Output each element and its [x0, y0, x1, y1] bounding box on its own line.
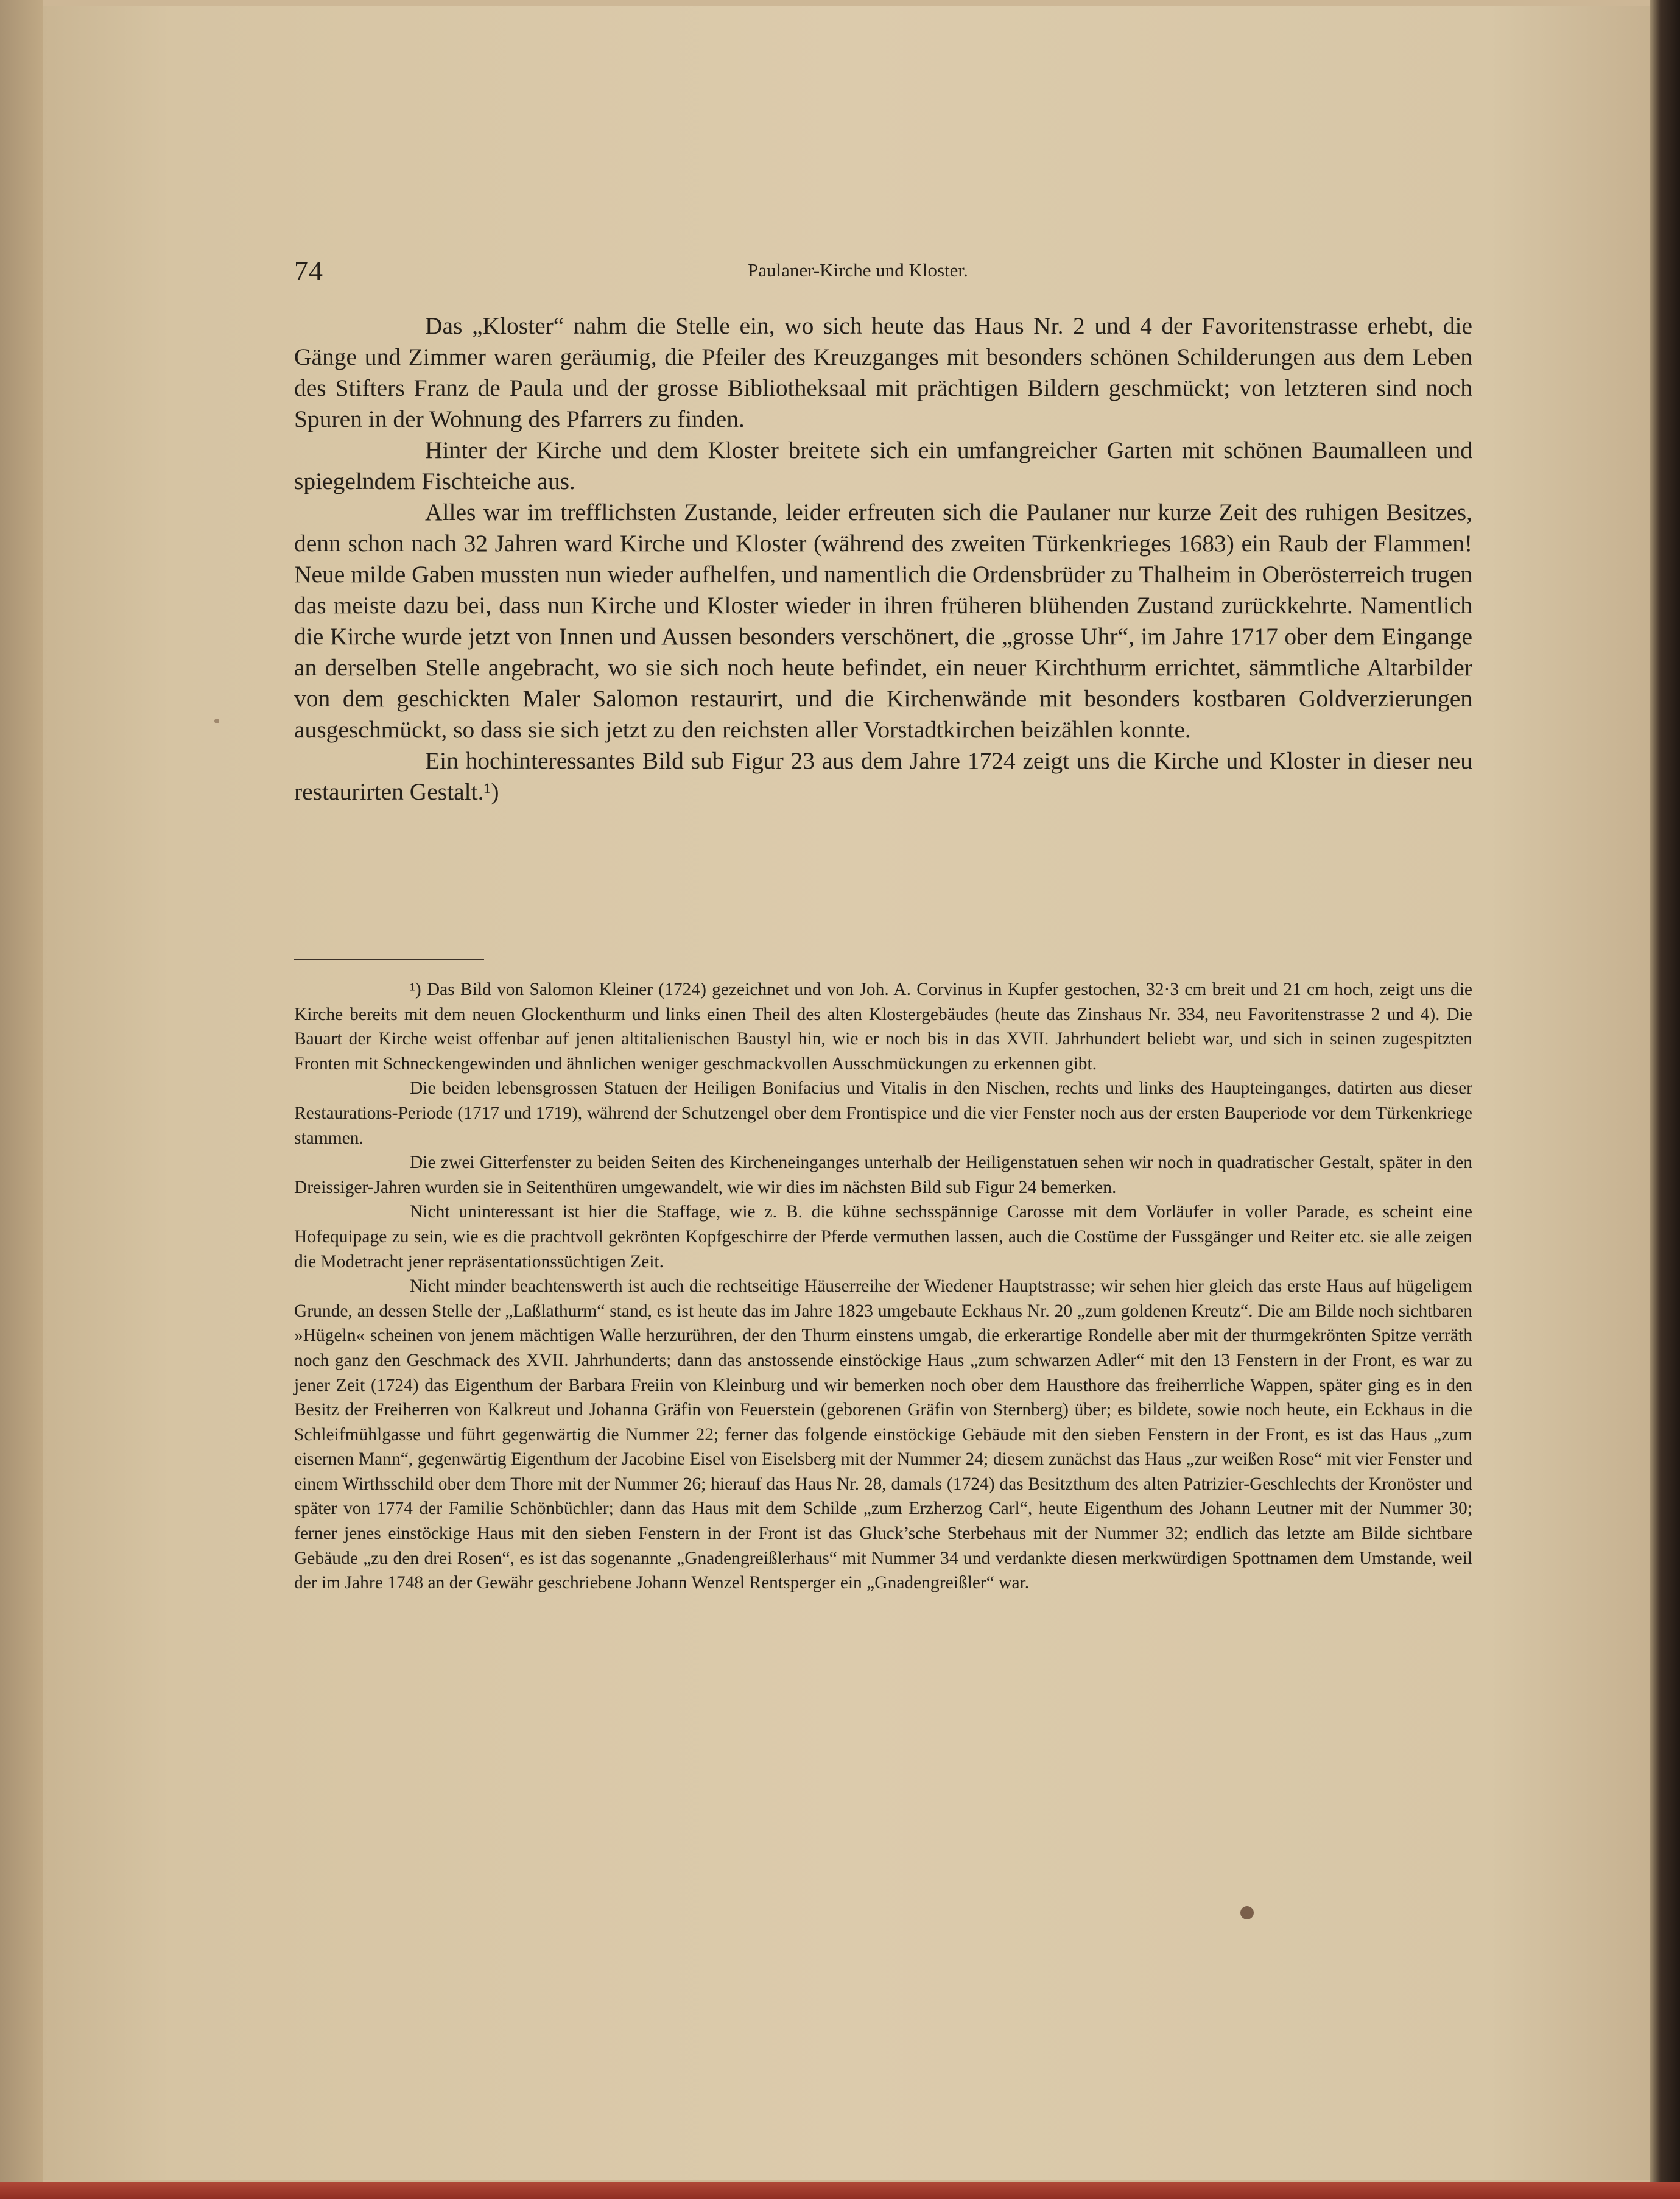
paragraph: Alles war im trefflichsten Zustande, leider erfreuten sich die Paulaner nur kurze Zeit des ruhigen Besitzes, denn schon nach 32 Jahren ward Kirche und Kloster (während des zweiten Türkenkrieges 1683) ein Raub der Flammen! Neue milde Gaben mussten nun wieder aufhelfen, und namentlich die Ordensbrüder zu Thalheim in Oberösterreich trugen das meiste dazu bei, dass nun Kirche und Kloster wieder in ihren früheren blühenden Zustand zurückkehrte. Namentlich die Kirche wurde jetzt von Innen und Aussen besonders verschönert, die „grosse Uhr“, im Jahre 1717 ober dem Eingange an derselben Stelle angebracht, wo sie sich noch heute befindet, ein neuer Kirchthurm errichtet, sämmtliche Altarbilder von dem geschickten Maler Salomon restaurirt, und die Kirchenwände mit besonders kostbaren Goldverzierungen ausgeschmückt, so dass sie sich jetzt zu den reichsten aller Vorstadtkirchen beizählen konnte. [294, 499, 1472, 743]
running-title: Paulaner-Kirche und Kloster. [748, 259, 968, 281]
footnote-paragraph: ¹) Das Bild von Salomon Kleiner (1724) gezeichnet und von Joh. A. Corvinus in Kupfer gestochen, 32·3 cm breit und 21 cm hoch, zeigt uns die Kirche bereits mit dem neuen Glockenthurm und links einen Theil des alten Klostergebäudes (heute das Zinshaus Nr. 334, neu Favoritenstrasse 2 und 4). Die Bauart der Kirche weist offenbar auf jenen altitalienischen Baustyl hin, wie er noch bis in das XVII. Jahrhundert beliebt war, und sich in seinen zugespitzten Fronten mit Schneckengewinden und ähnlichen weniger geschmackvollen Ausschmückungen zu erkennen gibt. [294, 980, 1472, 1074]
footnote-paragraph: Nicht uninteressant ist hier die Staffage, wie z. B. die kühne sechsspännige Carosse mit dem Vorläufer in voller Parade, es scheint eine Hofequipage zu sein, wie es die prachtvoll gekrönten Kopfgeschirre der Pferde vermuthen lassen, auch die Costüme der Fussgänger und Reiter etc. sie alle zeigen die Modetracht jener repräsentationssüchtigen Zeit. [294, 1202, 1472, 1272]
ink-spot [1240, 1906, 1254, 1919]
page-header [294, 255, 1481, 291]
paragraph: Ein hochinteressantes Bild sub Figur 23 aus dem Jahre 1724 zeigt uns die Kirche und Kloster in dieser neu restaurirten Gestalt.¹) [294, 747, 1472, 805]
main-text [294, 311, 1472, 807]
paragraph: Das „Kloster“ nahm die Stelle ein, wo sich heute das Haus Nr. 2 und 4 der Favoritenstrasse erhebt, die Gänge und Zimmer waren geräumig, die Pfeiler des Kreuzganges mit besonders schönen Schilderungen aus dem Leben des Stifters Franz de Paula und der grosse Bibliotheksaal mit prächtigen Bildern geschmückt; von letzteren sind noch Spuren in der Wohnung des Pfarrers zu finden. [294, 312, 1472, 432]
page-number: 74 [294, 255, 323, 286]
footnote-paragraph: Nicht minder beachtenswerth ist auch die rechtseitige Häuserreihe der Wiedener Hauptstrasse; wir sehen hier gleich das erste Haus auf hügeligem Grunde, an dessen Stelle der „Laßlathurm“ stand, es ist heute das im Jahre 1823 umgebaute Eckhaus Nr. 20 „zum goldenen Kreutz“. Die am Bilde noch sichtbaren »Hügeln« scheinen von jenem mächtigen Walle herzurühren, der den Thurm einstens umgab, die erkerartige Rondelle aber mit der thurmgekrönten Spitze verräth noch ganz den Geschmack des XVII. Jahrhunderts; dann das anstossende einstöckige Haus „zum schwarzen Adler“ mit den 13 Fenstern in der Front, es war zu jener Zeit (1724) das Eigenthum der Barbara Freiin von Kleinburg und wir bemerken noch ober dem Hausthore das freiherrliche Wappen, später ging es in den Besitz der Freiherren von Kalkreut und Johanna Gräfin von Feuerstein (geborenen Gräfin von Sternberg) über; es bildete, sowie noch heute, ein Eckhaus in die Schleifmühlgasse und führt gegenwärtig die Nummer 22; ferner das folgende einstöckige Gebäude mit den sieben Fenstern in der Front, es ist das Haus „zum eisernen Mann“, gegenwärtig Eigenthum der Jacobine Eisel von Eiselsberg mit der Nummer 24; diesem zunächst das Haus „zur weißen Rose“ mit vier Fenster und einem Wirthsschild ober dem Thore mit der Nummer 26; hierauf das Haus Nr. 28, damals (1724) das Besitzthum des alten Patrizier-Geschlechts der Kronöster und später von 1774 der Familie Schönbüchler; dann das Haus mit dem Schilde „zum Erzherzog Carl“, heute Eigenthum des Johann Leutner mit der Nummer 30; ferner jenes einstöckige Haus mit den sieben Fenstern in der Front ist das Gluck’sche Sterbehaus mit der Nummer 32; endlich das letzte am Bilde sichtbare Gebäude „zu den drei Rosen“, es ist das sogenannte „Gnadengreißlerhaus“ mit Nummer 34 und verdankte diesen merkwürdigen Spottnamen dem Umstande, weil der im Jahre 1748 an der Gewähr geschriebene Johann Wenzel Rentsperger ein „Gnadengreißler“ war. [294, 1276, 1472, 1593]
paragraph: Hinter der Kirche und dem Kloster breitete sich ein umfangreicher Garten mit schönen Baumalleen und spiegelndem Fischteiche aus. [294, 437, 1472, 494]
book-cover-edge [0, 2182, 1680, 2199]
footnote-paragraph: Die beiden lebensgrossen Statuen der Heiligen Bonifacius und Vitalis in den Nischen, rechts und links des Haupteinganges, datirten aus dieser Restaurations-Periode (1717 und 1719), während der Schutzengel ober dem Frontispice und die vier Fenster noch aus der ersten Bauperiode vor dem Türkenkriege stammen. [294, 1078, 1472, 1148]
paper-speck [214, 719, 219, 723]
page-edge-right [1650, 0, 1680, 2199]
book-gutter [0, 0, 43, 2199]
footnotes [294, 977, 1472, 1596]
footnote-paragraph: Die zwei Gitterfenster zu beiden Seiten des Kircheneinganges unterhalb der Heiligenstatuen sehen wir noch in quadratischer Gestalt, später in den Dreissiger-Jahren wurden sie in Seitenthüren umgewandelt, wie wir dies im nächsten Bild sub Figur 24 bemerken. [294, 1153, 1472, 1197]
footnote-separator [294, 959, 484, 960]
